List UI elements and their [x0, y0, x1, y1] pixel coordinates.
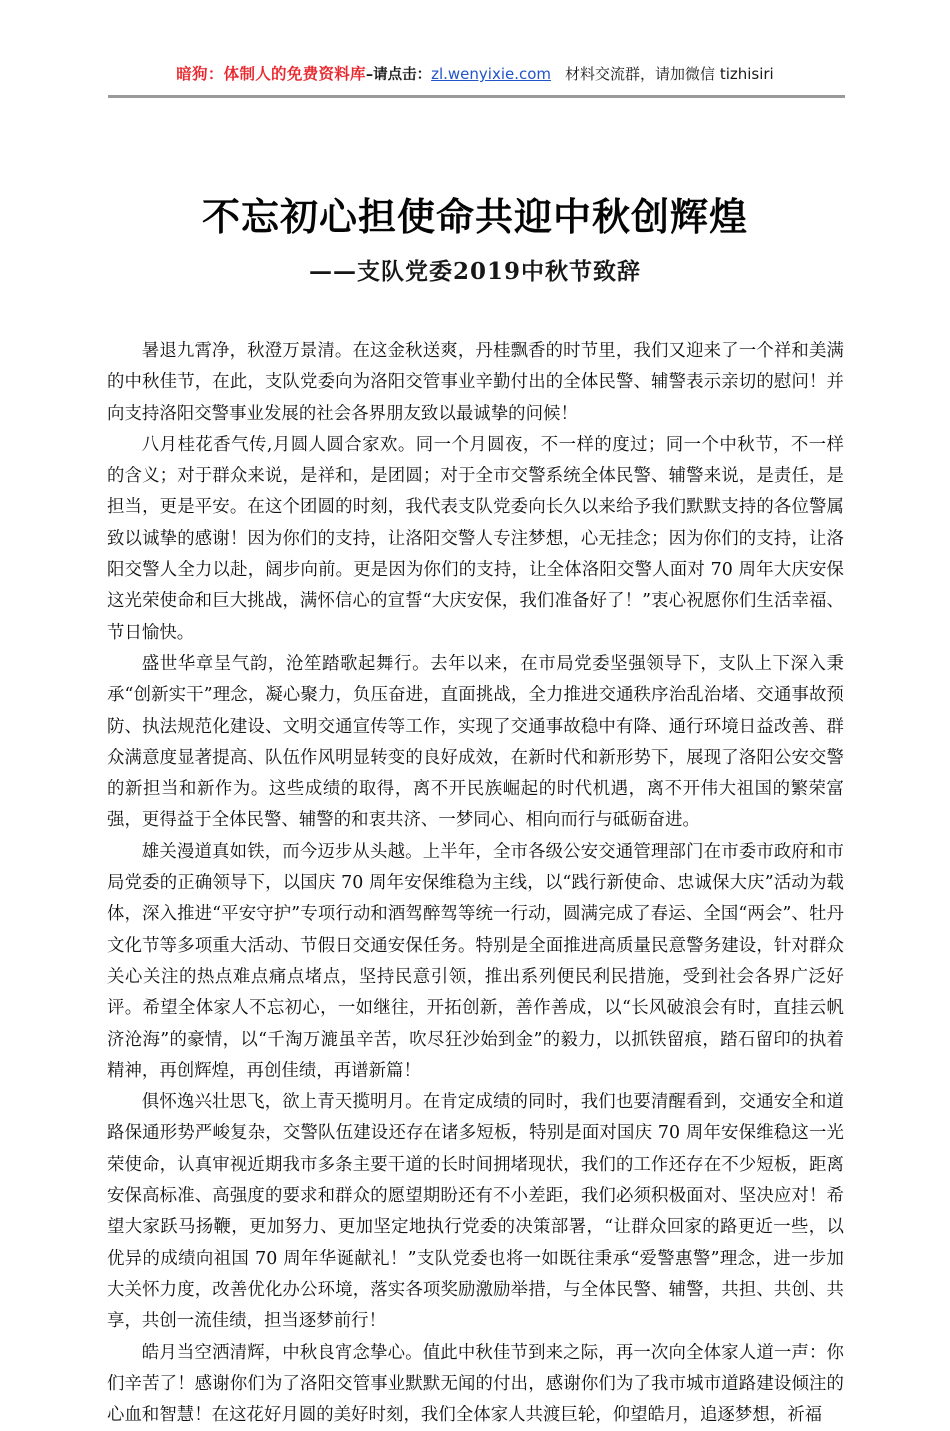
paragraph: 俱怀逸兴壮思飞，欲上青天揽明月。在肯定成绩的同时，我们也要清醒看到，交通安全和道路保通形势严峻复杂，交警队伍建设还存在诸多短板，特别是面对国庆 70 周年安保维稳这一光荣使命，认真审视近期我市多条主要干道的长时间拥堵现状，我们的工作还存在不少短板，距离安保高标准、高强度的要求和群众的愿望期盼还有不小差距，我们必须积极面对、坚决应对！希望大家跃马扬鞭，更加努力、更加坚定地执行党委的决策部署，“让群众回家的路更近一些，以优异的成绩向祖国 70 周年华诞献礼！”支队党委也将一如既往秉承“爱警惠警”理念，进一步加大关怀力度，改善优化办公环境，落实各项奖励激励举措，与全体民警、辅警，共担、共创、共享，共创一流佳绩，担当逐梦前行！	[107, 1087, 844, 1337]
promo-click-text: –请点击：	[366, 67, 431, 83]
paragraph: 皓月当空洒清辉，中秋良宵念挚心。值此中秋佳节到来之际，再一次向全体家人道一声：你们辛苦了！感谢你们为了洛阳交管事业默默无闻的付出，感谢你们为了我市城市道路建设倾注的心血和智慧！在这花好月圆的美好时刻，我们全体家人共渡巨轮，仰望皓月，追逐梦想，祈福	[107, 1338, 844, 1431]
paragraph: 暑退九霄净，秋澄万景清。在这金秋送爽，丹桂飘香的时节里，我们又迎来了一个祥和美满的中秋佳节，在此，支队党委向为洛阳交管事业辛勤付出的全体民警、辅警表示亲切的慰问！并向支持洛阳交警事业发展的社会各界朋友致以最诚挚的问候！	[107, 336, 844, 430]
paragraph: 盛世华章呈气韵，沧笙踏歌起舞行。去年以来，在市局党委坚强领导下，支队上下深入秉承“创新实干”理念，凝心聚力，负压奋进，直面挑战，全力推进交通秩序治乱治堵、交通事故预防、执法规范化建设、文明交通宣传等工作，实现了交通事故稳中有降、通行环境日益改善、群众满意度显著提高、队伍作风明显转变的良好成效，在新时代和新形势下，展现了洛阳公安交警的新担当和新作为。这些成绩的取得，离不开民族崛起的时代机遇，离不开伟大祖国的繁荣富强，更得益于全体民警、辅警的和衷共济、一梦同心、相向而行与砥砺奋进。	[107, 649, 844, 837]
paragraph: 八月桂花香气传,月圆人圆合家欢。同一个月圆夜，不一样的度过；同一个中秋节，不一样的含义；对于群众来说，是祥和，是团圆；对于全市交警系统全体民警、辅警来说，是责任，是担当，更是平安。在这个团圆的时刻，我代表支队党委向长久以来给予我们默默支持的各位警属致以诚挚的感谢！因为你们的支持，让洛阳交警人专注梦想，心无挂念；因为你们的支持，让洛阳交警人全力以赴，阔步向前。更是因为你们的支持，让全体洛阳交警人面对 70 周年大庆安保这光荣使命和巨大挑战，满怀信心的宣誓“大庆安保，我们准备好了！”衷心祝愿你们生活幸福、节日愉快。	[107, 430, 844, 649]
document-body	[107, 336, 844, 1431]
page-title: 不忘初心担使命共迎中秋创辉煌	[0, 186, 950, 241]
promo-banner	[0, 64, 950, 86]
paragraph: 雄关漫道真如铁，而今迈步从头越。上半年，全市各级公安交通管理部门在市委市政府和市局党委的正确领导下，以国庆 70 周年安保维稳为主线，以“践行新使命、忠诚保大庆”活动为载体，深入推进“平安守护”专项行动和酒驾醉驾等统一行动，圆满完成了春运、全国“两会”、牡丹文化节等多项重大活动、节假日交通安保任务。特别是全面推进高质量民意警务建设，针对群众关心关注的热点难点痛点堵点，坚持民意引领，推出系列便民利民措施，受到社会各界广泛好评。希望全体家人不忘初心，一如继往，开拓创新，善作善成，以“长风破浪会有时，直挂云帆济沧海”的豪情，以“千淘万漉虽辛苦，吹尽狂沙始到金”的毅力，以抓铁留痕，踏石留印的执着精神，再创辉煌，再创佳绩，再谱新篇！	[107, 837, 844, 1087]
promo-red-text: 暗狗：体制人的免费资料库	[176, 65, 366, 83]
page-subtitle: ——支队党委2019中秋节致辞	[0, 253, 950, 286]
promo-wechat-text: 材料交流群，请加微信 tizhisiri	[565, 65, 774, 83]
header-divider	[108, 95, 845, 98]
promo-site-link[interactable]: zl.wenyixie.com	[431, 65, 551, 83]
